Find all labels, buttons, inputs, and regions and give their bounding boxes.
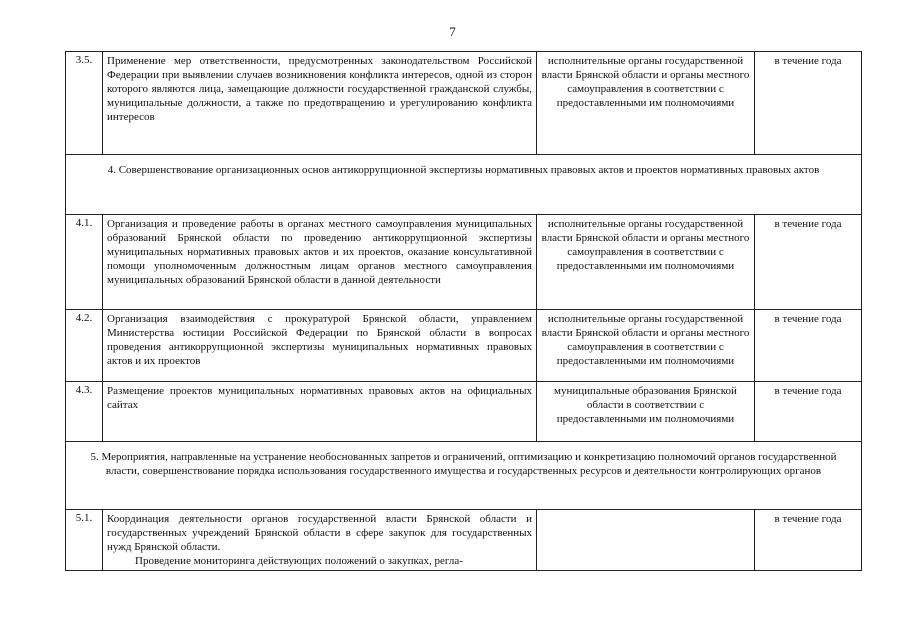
section-row [66, 442, 862, 510]
page-number: 7 [449, 24, 456, 39]
item-description: Применение мер ответственности, предусмотренных законодательством Российской Федерации при выявлении случаев возникновения конфликта интересов, одной из сторон которого являются лица, замещающие должности государственной гражданской службы, муниципальные должности, а также по предотвращению и урегулированию конфликта интересов [103, 52, 537, 155]
item-description: Организация взаимодействия с прокуратурой Брянской области, управлением Министерства юстиции Российской Федерации по Брянской области в вопросах проведения антикоррупционной экспертизы муниципальных нормативных правовых актов и их проектов [103, 310, 537, 382]
item-executors: исполнительные органы государственной власти Брянской области и органы местного самоуправления в соответствии с предоставленными им полномочиями [537, 215, 755, 310]
item-executors: исполнительные органы государственной власти Брянской области и органы местного самоуправления в соответствии с предоставленными им полномочиями [537, 310, 755, 382]
item-term: в течение года [755, 382, 862, 442]
item-term: в течение года [755, 215, 862, 310]
item-term: в течение года [755, 52, 862, 155]
item-number: 4.2. [66, 310, 103, 382]
item-term: в течение года [755, 510, 862, 571]
table-row [66, 510, 862, 571]
item-executors [537, 510, 755, 571]
item-number: 5.1. [66, 510, 103, 571]
item-description: Организация и проведение работы в органах местного самоуправления муниципальных образований Брянской области по проведению антикоррупционной экспертизы муниципальных нормативных правовых актов и их проектов, оказание консультативной помощи уполномоченным должностным лицам органов местного самоуправления муниципальных образований Брянской области в данной деятельности [103, 215, 537, 310]
section-heading: 5. Мероприятия, направленные на устранение необоснованных запретов и ограничений, оптимизацию и конкретизацию полномочий органов государственной власти, совершенствование порядка использования государственного имущества и государственных ресурсов и деятельности контролирующих органов [66, 442, 862, 510]
table-row [66, 382, 862, 442]
item-description-part: Координация деятельности органов государственной власти Брянской области и государственных учреждений Брянской области в сфере закупок для государственных нужд Брянской области. [107, 513, 532, 553]
table-row [66, 215, 862, 310]
item-description [103, 510, 537, 571]
item-description-continuation: Проведение мониторинга действующих положений о закупках, регла- [135, 555, 463, 567]
section-row [66, 155, 862, 215]
item-description: Размещение проектов муниципальных нормативных правовых актов на официальных сайтах [103, 382, 537, 442]
item-executors: исполнительные органы государственной власти Брянской области и органы местного самоуправления в соответствии с предоставленными им полномочиями [537, 52, 755, 155]
item-number: 4.1. [66, 215, 103, 310]
anti-corruption-plan-table [65, 51, 862, 571]
item-number: 3.5. [66, 52, 103, 155]
item-executors: муниципальные образования Брянской области в соответствии с предоставленными им полномочиями [537, 382, 755, 442]
table-row [66, 52, 862, 155]
item-number: 4.3. [66, 382, 103, 442]
section-heading: 4. Совершенствование организационных основ антикоррупционной экспертизы нормативных правовых актов и проектов нормативных правовых актов [66, 155, 862, 215]
table-row [66, 310, 862, 382]
item-term: в течение года [755, 310, 862, 382]
